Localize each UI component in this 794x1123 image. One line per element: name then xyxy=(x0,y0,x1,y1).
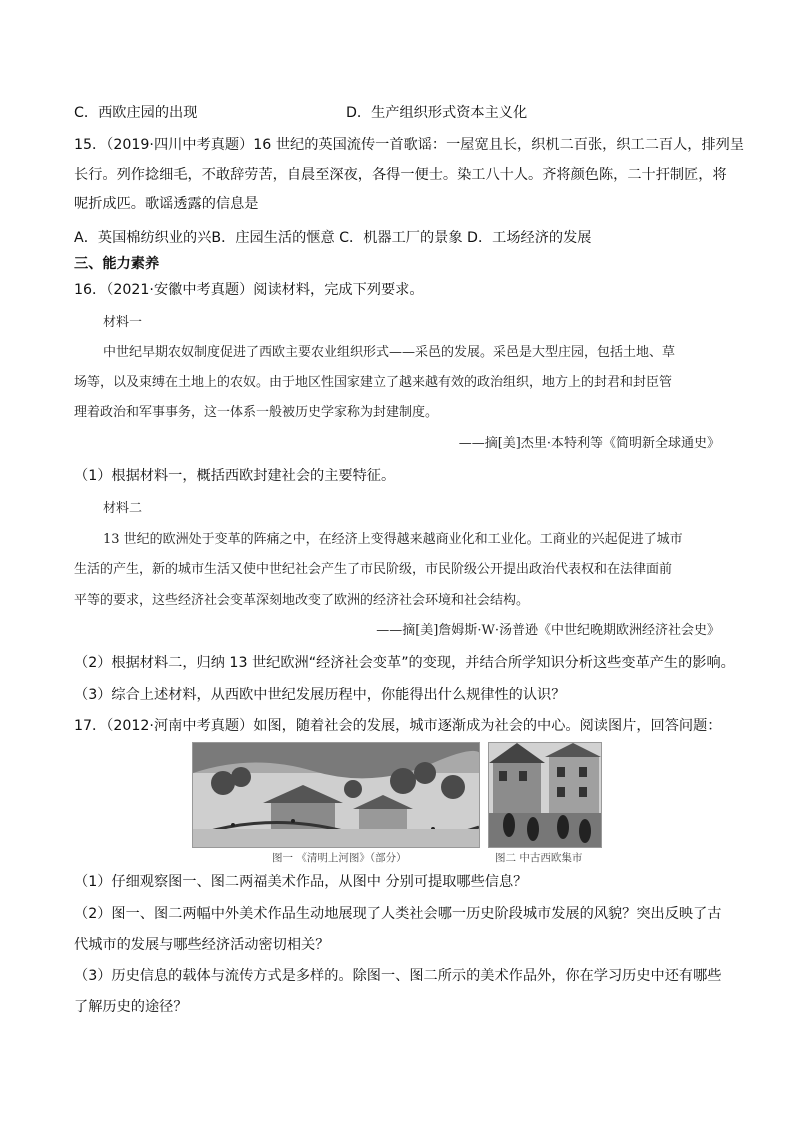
material-1-line3: 理着政治和军事事务，这一体系一般被历史学家称为封建制度。 xyxy=(74,405,439,420)
figure-medieval-market xyxy=(488,742,602,848)
figure-qingming-scroll xyxy=(192,742,480,848)
q16-sub2: （2）根据材料二，归纳 13 世纪欧洲“经济社会变革”的变现，并结合所学知识分析这些变革产生的影响。 xyxy=(74,655,735,671)
q16-sub3: （3）综合上述材料，从西欧中世纪发展历程中，你能得出什么规律性的认识？ xyxy=(74,687,566,703)
material-2-source: ——摘[美]詹姆斯·W·汤普逊《中世纪晚期欧洲经济社会史》 xyxy=(376,623,720,638)
material-1-line1: 中世纪早期农奴制度促进了西欧主要农业组织形式——采邑的发展。采邑是大型庄园，包括土地、草 xyxy=(103,345,676,360)
q17-sub2-line1: （2）图一、图二两幅中外美术作品生动地展现了人类社会哪一历史阶段城市发展的风貌？突出反映了古 xyxy=(74,906,722,922)
q17-sub3-line1: （3）历史信息的载体与流传方式是多样的。除图一、图二所示的美术作品外，你在学习历史中还有哪些 xyxy=(74,968,722,984)
material-2-line1: 13 世纪的欧洲处于变革的阵痛之中，在经济上变得越来越商业化和工业化。工商业的兴起促进了城市 xyxy=(103,532,683,547)
q17-sub2-line2: 代城市的发展与哪些经济活动密切相关？ xyxy=(74,937,330,953)
qingming-scroll-image xyxy=(193,743,479,847)
q16-stem: 16．（2021·安徽中考真题）阅读材料，完成下列要求。 xyxy=(74,282,424,298)
q14-option-d: D．生产组织形式资本主义化 xyxy=(346,105,528,121)
q16-sub1: （1）根据材料一，概括西欧封建社会的主要特征。 xyxy=(74,468,396,484)
q14-option-c: C．西欧庄园的出现 xyxy=(74,105,198,121)
medieval-market-image xyxy=(489,743,601,847)
q17-stem: 17．（2012·河南中考真题）如图，随着社会的发展，城市逐渐成为社会的中心。阅读图片，回答问题： xyxy=(74,718,722,734)
material-1-source: ——摘[美]杰里·本特利等《简明新全球通史》 xyxy=(458,436,720,451)
q15-options: A．英国棉纺织业的兴B．庄园生活的惬意 C．机器工厂的景象 D．工场经济的发展 xyxy=(74,230,592,246)
material-1-title: 材料一 xyxy=(103,315,143,330)
section-title: 三、能力素养 xyxy=(74,256,160,272)
material-1-line2: 场等，以及束缚在土地上的农奴。由于地区性国家建立了越来越有效的政治组织，地方上的封君和封臣管 xyxy=(74,375,673,390)
figure2-caption: 图二 中古西欧集市 xyxy=(495,852,583,864)
material-2-title: 材料二 xyxy=(103,501,143,516)
material-2-line2: 生活的产生，新的城市生活又使中世纪社会产生了市民阶级，市民阶级公开提出政治代表权和在法律面前 xyxy=(74,562,673,577)
figure1-caption: 图一 《清明上河图》（部分） xyxy=(272,852,407,864)
q15-stem-line2: 长行。列作捻细毛，不敢辞劳苦，自晨至深夜，各得一便士。染工八十人。齐将颜色陈，二十扞制匠，将 xyxy=(74,167,727,183)
material-2-line3: 平等的要求，这些经济社会变革深刻地改变了欧洲的经济社会环境和社会结构。 xyxy=(74,593,530,608)
q17-sub3-line2: 了解历史的途径？ xyxy=(74,999,188,1015)
q17-sub1: （1）仔细观察图一、图二两福美术作品，从图中 分别可提取哪些信息？ xyxy=(74,874,528,890)
q15-stem-line3: 呢折成匹。歌谣透露的信息是 xyxy=(74,196,259,212)
q15-stem-line1: 15．（2019·四川中考真题）16 世纪的英国流传一首歌谣：一屋宽且长，织机二百张，织工二百人，排列呈 xyxy=(74,137,745,153)
